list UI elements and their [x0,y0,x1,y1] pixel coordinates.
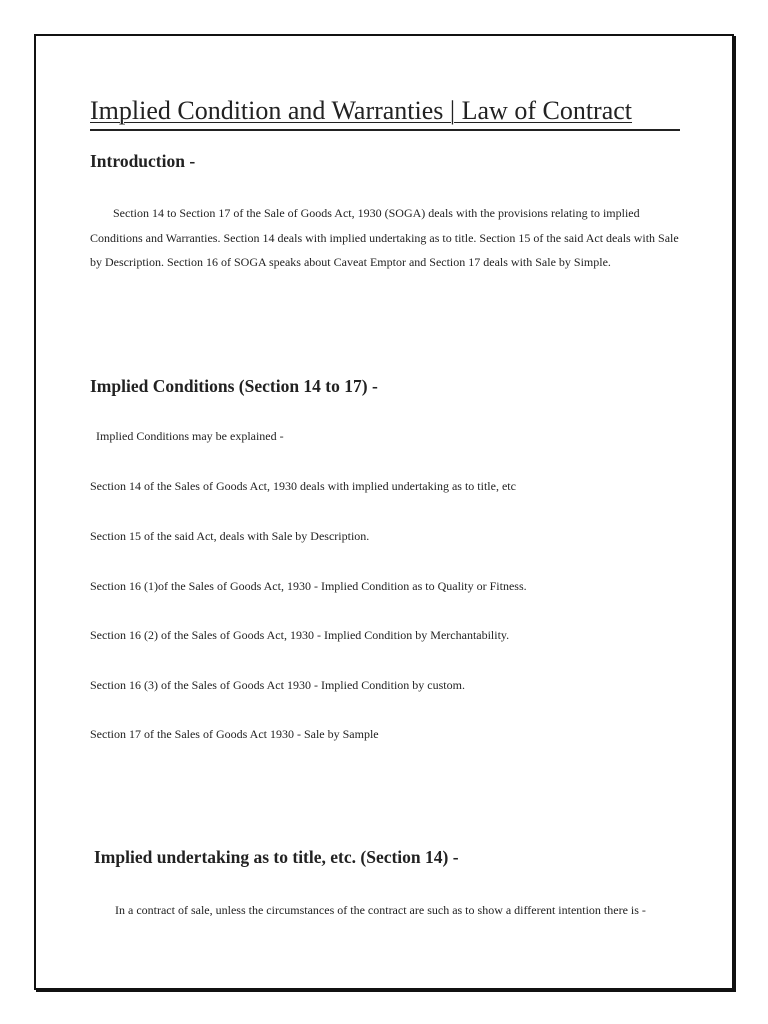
list-item: Section 15 of the said Act, deals with Sale by Description. [90,529,370,543]
section14-paragraph: In a contract of sale, unless the circumstances of the contract are such as to show a different intention there is - [115,903,646,917]
list-item: Section 16 (1)of the Sales of Goods Act, 1930 - Implied Condition as to Quality or Fitness. [90,579,527,593]
list-item: Section 17 of the Sales of Goods Act 1930 - Sale by Sample [90,727,379,741]
list-item: Section 16 (2) of the Sales of Goods Act, 1930 - Implied Condition by Merchantability. [90,628,510,642]
introduction-heading: Introduction - [90,151,196,171]
section14-heading: Implied undertaking as to title, etc. (Section 14) - [94,847,459,867]
list-item: Section 14 of the Sales of Goods Act, 1930 deals with implied undertaking as to title, etc [90,479,516,493]
list-item: Section 16 (3) of the Sales of Goods Act 1930 - Implied Condition by custom. [90,678,465,692]
document-title-text: Implied Condition and Warranties | Law of Contract [90,96,633,125]
title-rule [90,129,680,131]
introduction-paragraph: Section 14 to Section 17 of the Sale of Goods Act, 1930 (SOGA) deals with the provisions relating to implied Conditions and Warranties. Section 14 deals with implied undertaking as to title. Section 15 of the said Act deals with Sale by Description. Section 16 of SOGA speaks about Caveat Emptor and Section 17 deals with Sale by Simple. [90,206,679,269]
implied-conditions-lead: Implied Conditions may be explained - [96,429,284,443]
implied-conditions-heading: Implied Conditions (Section 14 to 17) - [90,376,378,396]
document-title [90,96,680,126]
